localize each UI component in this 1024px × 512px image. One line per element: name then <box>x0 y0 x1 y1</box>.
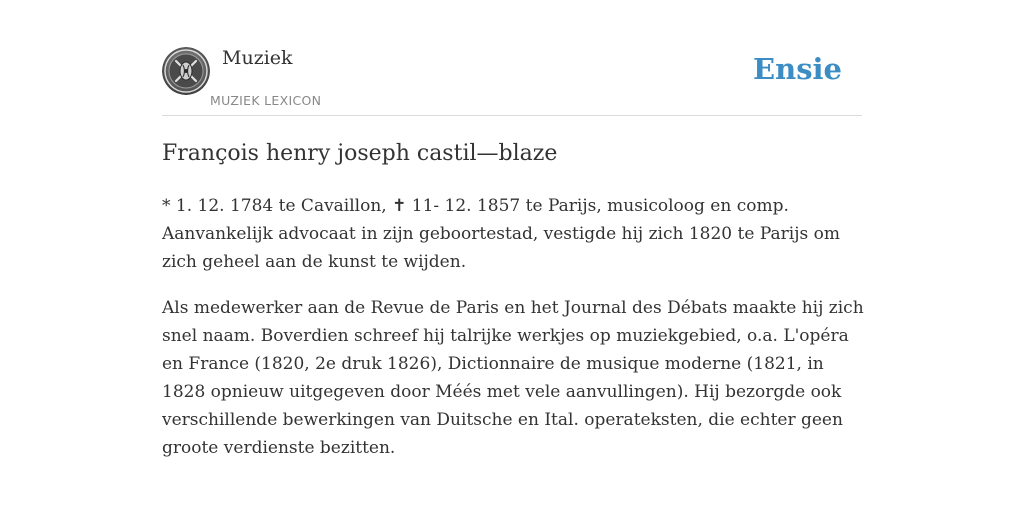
source-title[interactable]: Muziek <box>222 47 293 69</box>
source-subtitle[interactable]: MUZIEK LEXICON <box>210 93 322 108</box>
header <box>162 0 862 116</box>
article-paragraph: * 1. 12. 1784 te Cavaillon, ✝ 11- 12. 1857 te Parijs, musicoloog en comp. Aanvankelijk advocaat in zijn geboortestad, vestigde hij zich 1820 te Parijs om zich geheel aan de kunst te wijden. <box>162 196 840 272</box>
article <box>162 138 867 462</box>
music-emblem-icon <box>162 47 210 95</box>
source-logo[interactable] <box>162 47 210 95</box>
brand-logo[interactable]: Ensie <box>753 52 842 86</box>
article-paragraph: Als medewerker aan de Revue de Paris en het Journal des Débats maakte hij zich snel naam. Boverdien schreef hij talrijke werkjes op muziekgebied, o.a. L'opéra en France (1820, 2e druk 1826), Dictionnaire de musique moderne (1821, in 1828 opnieuw uitgegeven door Méés met vele aanvullingen). Hij bezorgde ook verschillende bewerkingen van Duitsche en Ital. operateksten, die echter geen groote verdienste bezitten. <box>162 298 864 458</box>
article-title: François henry joseph castil—blaze <box>162 141 558 166</box>
